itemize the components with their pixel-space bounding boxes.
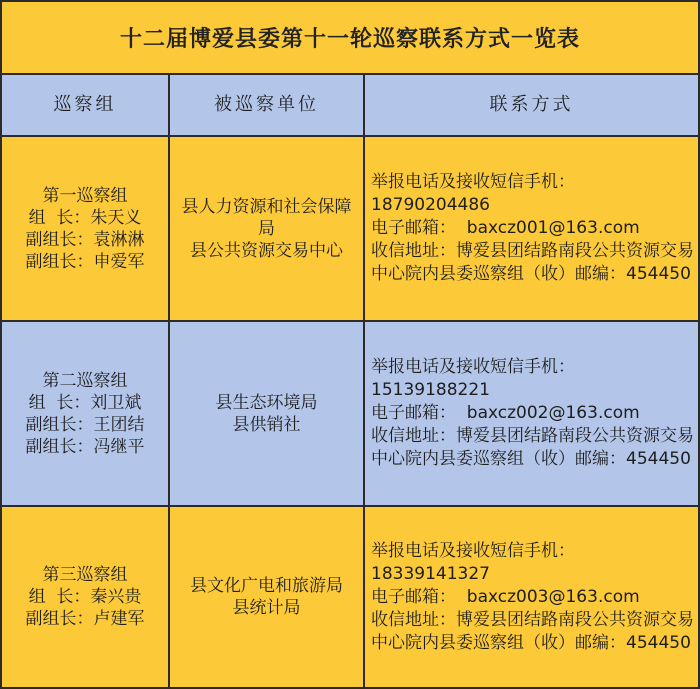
- group-deputy: 副组长：王团结: [25, 414, 145, 435]
- row1-group: [2, 137, 168, 320]
- group-deputy: 副组长：袁淋淋: [25, 229, 145, 250]
- row2-group: [2, 322, 168, 505]
- email: 电子邮箱： baxcz002@163.com: [371, 403, 640, 423]
- email: 电子邮箱： baxcz003@163.com: [371, 586, 640, 607]
- phone-number: 18790204486: [371, 195, 490, 215]
- row3-group: [2, 507, 168, 687]
- row3-units: [170, 507, 363, 687]
- unit-name: 县统计局: [232, 598, 301, 618]
- group-leader: 组 长：朱天义: [28, 207, 142, 228]
- phone-number: 18339141327: [371, 563, 490, 584]
- group-name: 第三巡察组: [42, 565, 128, 585]
- mail-address: 收信地址：博爱县团结路南段公共资源交易中心院内县委巡察组（收）邮编：454450: [371, 426, 694, 469]
- row2-units: [170, 322, 363, 505]
- group-name: 第一巡察组: [42, 185, 128, 206]
- table-title: 十二届博爱县委第十一轮巡察联系方式一览表: [2, 2, 698, 73]
- header-contact: 联系方式: [365, 75, 698, 135]
- unit-name: 县文化广电和旅游局: [190, 576, 343, 596]
- row3-contact: [365, 507, 698, 687]
- group-deputy: 副组长：卢建军: [25, 609, 145, 629]
- phone-label: 举报电话及接收短信手机：: [371, 357, 575, 377]
- unit-name: 县供销社: [232, 414, 301, 435]
- header-group: 巡察组: [2, 75, 168, 135]
- row1-units: [170, 137, 363, 320]
- row1-contact: [365, 137, 698, 320]
- unit-name: 县生态环境局: [215, 392, 318, 413]
- header-unit: 被巡察单位: [170, 75, 363, 135]
- mail-address: 收信地址：博爱县团结路南段公共资源交易中心院内县委巡察组（收）邮编：454450: [371, 609, 694, 653]
- group-leader: 组 长：刘卫斌: [28, 392, 142, 413]
- phone-label: 举报电话及接收短信手机：: [371, 540, 575, 561]
- phone-number: 15139188221: [371, 380, 490, 400]
- group-deputy: 副组长：申爱军: [25, 251, 145, 272]
- group-leader: 组 长：秦兴贵: [28, 587, 142, 607]
- unit-name: 县人力资源和社会保障局: [181, 196, 352, 239]
- group-name: 第二巡察组: [42, 370, 128, 391]
- unit-name: 县公共资源交易中心: [190, 240, 343, 261]
- email: 电子邮箱： baxcz001@163.com: [371, 218, 640, 238]
- row2-contact: [365, 322, 698, 505]
- mail-address: 收信地址：博爱县团结路南段公共资源交易中心院内县委巡察组（收）邮编：454450: [371, 241, 694, 284]
- phone-label: 举报电话及接收短信手机：: [371, 172, 575, 192]
- group-deputy: 副组长：冯继平: [25, 436, 145, 457]
